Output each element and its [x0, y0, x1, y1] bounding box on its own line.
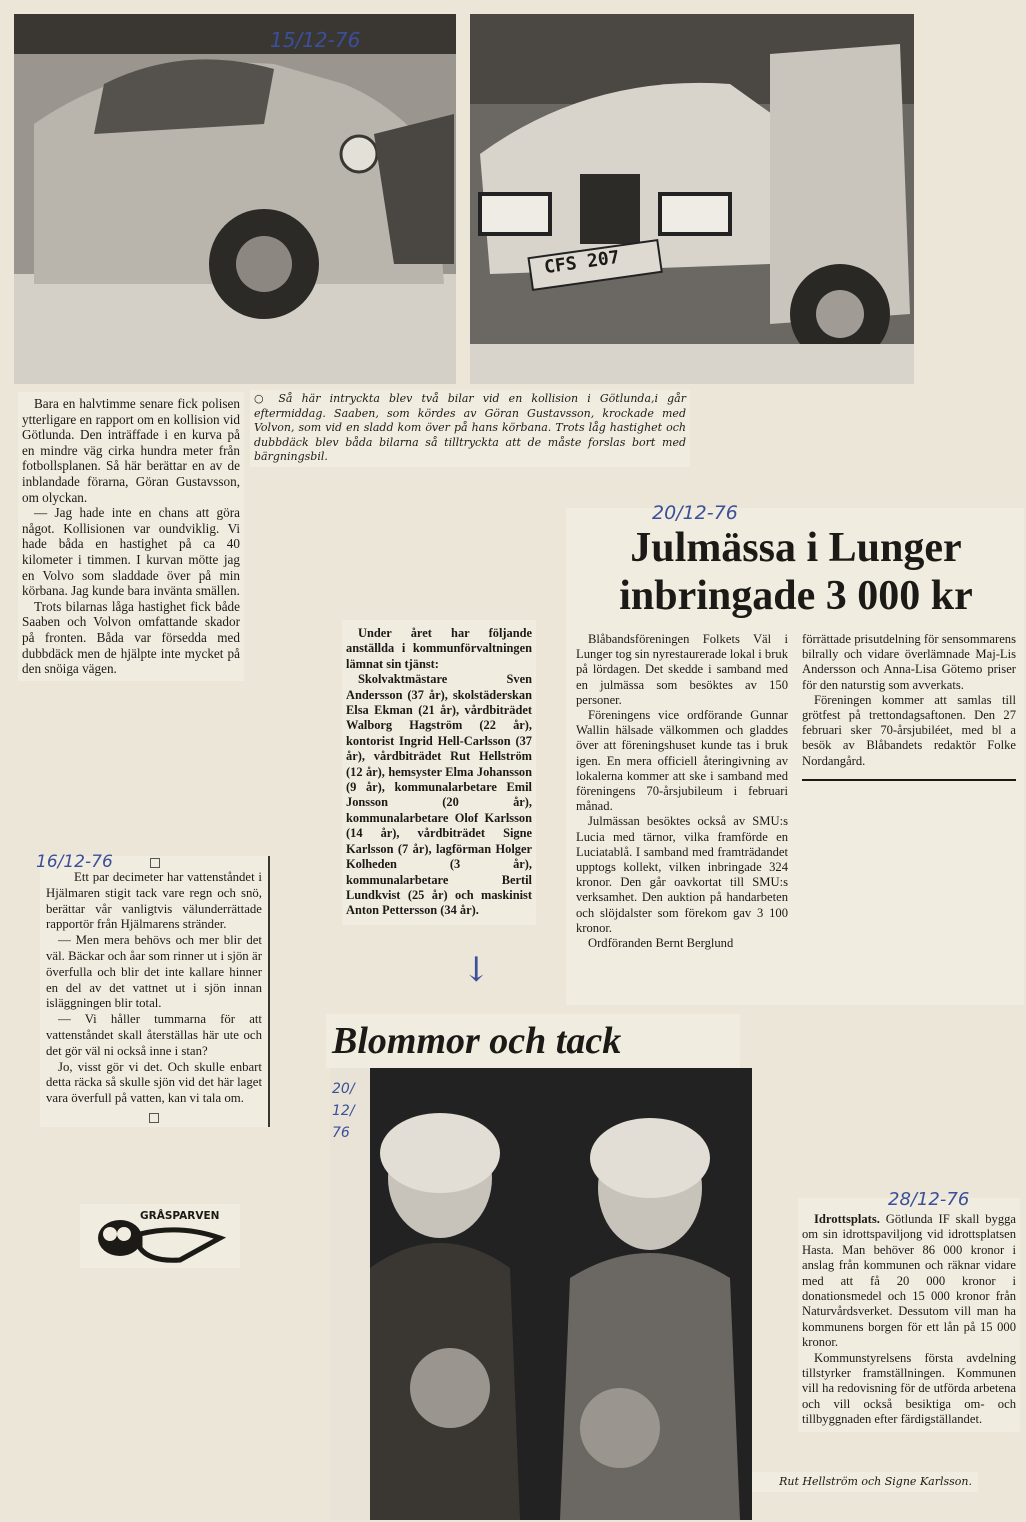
saab-photo	[470, 14, 914, 384]
arrow-down-icon: ↓	[462, 950, 491, 990]
headline: Julmässa i Lunger inbringade 3 000 kr	[619, 525, 973, 619]
accident-article	[18, 392, 244, 681]
handwritten-date-grasparven: 16/12-76	[36, 852, 113, 872]
volvo-photo	[14, 14, 456, 384]
blommor-headline: Blommor och tack	[326, 1014, 740, 1068]
square-bullet-icon	[150, 858, 160, 868]
idrott-article: 28/12-76 Idrottsplats. Götlunda IF skall bygga om sin idrottspaviljong vid idrottsplatsen Hasta. Man behöver 86 000 kronor i anslag från kommunen och räknar vidare med att få 20 000 kronor i donationsmedel och 15 000 kronor från Naturvårdsverket. Dessutom vill man ha kommunens borgen för ett lån på 15 000 kronor. Kommunstyrelsens första avdelning tillstyrker framställningen. Kommunen vill ha redovisning för de utförda arbetena och vill också besiktiga om- och tillbyggnaden efter färdigställandet.	[798, 1198, 1020, 1432]
julmassa-col-1: Blåbandsföreningen Folkets Väl i Lunger tog sin nyrestaurerade lokal i bruk på lördagen. Det skedde i samband med en julmässa som besöktes av 150 personer. Föreningens vice ordförande Gunnar Wallin hälsade välkommen och gladdes över att föreningshuset kunde tas i bruk igen. En mera officiell återingivning av lokalerna kommer att ske i samband med föreningens 70-årsjubileum i februari månad. Julmässan besöktes också av SMU:s Lucia med tärnor, vilka framförde en Luciatablå. I samband med framträdandet upptogs kollekt, vilken inbringade 324 kronor. Den går oavkortat till SMU:s verksamhet. Den auktion på handarbeten och slöjdalster som förekom gav 3 100 kronor. Ordföranden Bernt Berglund	[576, 632, 788, 951]
accident-caption: ○ Så här intryckta blev två bilar vid en kollision i Götlunda,i går eftermiddag. Saaben, som kördes av Göran Gustavsson, krockade med Volvon, som vid en sladd kom över på hans körbana. Trots låg hastighet och dubbdäck blev båda bilarna så tilltryckta att de måste forslas bort med bärgningsbil.	[250, 390, 690, 467]
lead: Idrottsplats.	[814, 1212, 880, 1226]
handwritten-date-accident: 15/12-76	[270, 28, 361, 52]
square-bullet-icon	[149, 1113, 159, 1123]
staff-article: Under året har följande anställda i kommunförvaltningen lämnat sin tjänst: Skolvaktmästare Sven Andersson (37 år), skolstäderskan Elsa Ekman (21 år), vårdbiträdet Walborg Hagström (22 år), kontorist Ingrid Hell-Carlsson (37 år), vårdbiträdet Rut Hellström (12 år), hemsyster Elma Johansson (9 år), kommunalarbetare Emil Jonsson (20 år), kommunalarbetare Olof Karlsson (14 år), vårdbiträdet Signe Karlsson (7 år), lagförman Holger Kolheden (3 år), kommunalarbetare Bertil Lundkvist (25 år) och maskinist Anton Pettersson (34 år).	[342, 620, 536, 925]
handwritten-date-blommor: 20/12/76	[332, 1081, 355, 1141]
julmassa-col-2: förrättade prisutdelning för sensommarens bilrally och vidare överlämnade Maj-Lis Andersson och Anna-Lisa Götemo priser för den naturstig som avverkats. Föreningen kommer att samlas till grötfest på trettondagsaftonen. Den 27 februari sker 70-årsjubiléet, med bl a besök av Blåbandets redaktör Folke Nordangård.	[802, 632, 1016, 781]
paragraph: — Jag hade inte en chans att göra något. Kollisionen var oundviklig. Vi hade båda en hastighet på ca 40 kilometer i timmen. I kurvan mötte jag en Volvo som sladdade över på min körbana. Jag kunde bara invänta smällen.	[22, 505, 240, 599]
julmassa-article	[566, 502, 1024, 1005]
grasparven-logo	[80, 1204, 240, 1268]
blommor-caption: Rut Hellström och Signe Karlsson.	[752, 1472, 978, 1492]
license-plate: CFS 207	[542, 246, 621, 279]
paragraph: Bara en halvtimme senare fick polisen ytterligare en rapport om en kollision vid Götlunda. Den inträffade i en kurva på en mindre väg cirka hundra meter från fotbollsplanen. Så här berättar en av de inblandade förarna, Göran Gustavsson, om olyckan.	[22, 396, 240, 505]
divider	[802, 779, 1016, 781]
women-photo	[330, 1068, 752, 1520]
handwritten-date-julmassa: 20/12-76	[652, 502, 738, 524]
paragraph: Trots bilarnas låga hastighet fick både Saaben och Volvon omfattande skador på fronten. Båda var försedda med dubbdäck men de hjälpte inte mycket på den snöiga vägen.	[22, 598, 240, 677]
grasparven-column: Ett par decimeter har vattenståndet i Hjälmaren stigit tack vare regn och snö, berättar vår vanligtvis välunderrättade rapportör från Hjälmarens stränder. — Men mera behövs och mer blir det väl. Bäckar och åar som rinner ut i sjön är överfulla och blir det inte kallare hinner en del av det vattnet ut i sjön innan isläggningen blir total. — Vi håller tummarna för att vattenståndet skall återställas här ute och det gör väl ni också inne i stan? Jo, visst gör vi det. Och skulle enbart detta räcka så skulle sjön vid det här laget vara överfull på vatten, kan vi tala om.	[40, 856, 270, 1127]
logo-text: GRÅSPARVEN	[140, 1210, 220, 1222]
handwritten-date-idrott: 28/12-76	[888, 1189, 970, 1210]
